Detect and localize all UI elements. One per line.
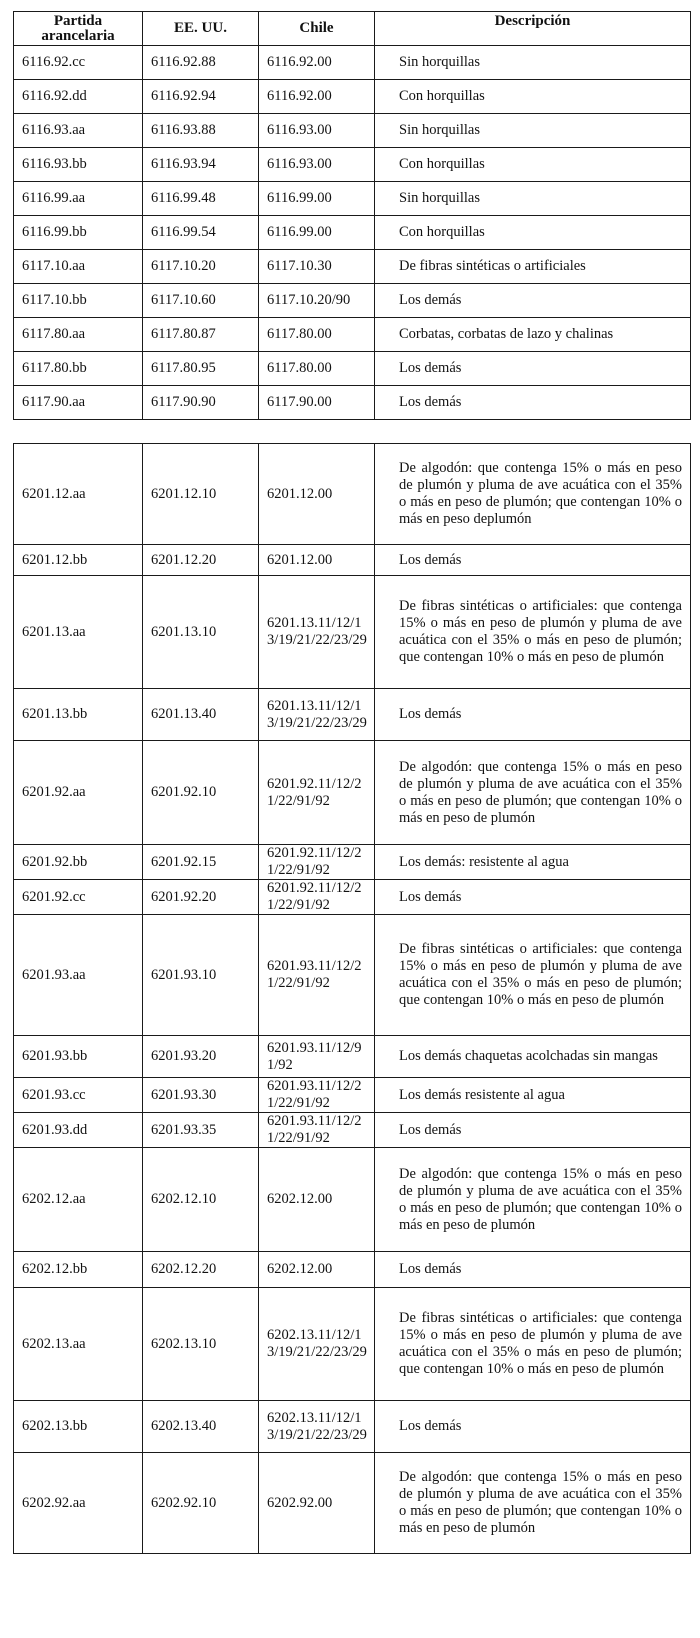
table-row [14,182,691,216]
cell-eeuu: 6201.93.10 [143,915,259,1036]
cell-eeuu: 6201.93.20 [143,1036,259,1078]
table-row [14,1148,691,1252]
cell-descripcion: Los demás [375,689,691,741]
cell-descripcion: Sin horquillas [375,114,691,148]
header-row [14,12,691,46]
table-row [14,741,691,845]
cell-eeuu: 6201.93.30 [143,1078,259,1113]
cell-chile: 6201.13.11/12/13/19/21/22/23/29 [259,576,375,689]
cell-partida: 6116.92.dd [14,80,143,114]
cell-chile: 6117.80.00 [259,352,375,386]
cell-descripcion: Con horquillas [375,148,691,182]
cell-chile: 6201.93.11/12/21/22/91/92 [259,915,375,1036]
cell-eeuu: 6201.92.15 [143,845,259,880]
cell-eeuu: 6201.92.10 [143,741,259,845]
cell-eeuu: 6202.13.40 [143,1401,259,1453]
cell-chile: 6116.99.00 [259,182,375,216]
cell-partida: 6117.80.bb [14,352,143,386]
cell-partida: 6202.12.aa [14,1148,143,1252]
cell-descripcion: Sin horquillas [375,46,691,80]
table-row [14,880,691,915]
table-row [14,576,691,689]
cell-partida: 6202.13.bb [14,1401,143,1453]
table-row [14,1453,691,1554]
cell-eeuu: 6201.92.20 [143,880,259,915]
cell-chile: 6117.10.20/90 [259,284,375,318]
table-row [14,689,691,741]
tariff-table-2 [13,443,691,1554]
cell-eeuu: 6201.93.35 [143,1113,259,1148]
cell-partida: 6116.92.cc [14,46,143,80]
table-row [14,114,691,148]
cell-eeuu: 6202.12.20 [143,1252,259,1288]
cell-descripcion: De fibras sintéticas o artificiales: que contenga 15% o más en peso de plumón y pluma de ave acuática con el 35% o más en peso de plumón; que contengan 10% o más en peso de plumón [375,1288,691,1401]
cell-eeuu: 6117.10.60 [143,284,259,318]
cell-descripcion: Los demás [375,545,691,576]
table-row [14,1252,691,1288]
header-chile: Chile [259,12,375,46]
cell-partida: 6116.93.aa [14,114,143,148]
cell-partida: 6201.13.bb [14,689,143,741]
cell-eeuu: 6116.92.94 [143,80,259,114]
cell-partida: 6201.12.aa [14,444,143,545]
cell-partida: 6116.99.aa [14,182,143,216]
cell-partida: 6117.80.aa [14,318,143,352]
cell-partida: 6201.12.bb [14,545,143,576]
cell-eeuu: 6201.12.10 [143,444,259,545]
cell-descripcion: De algodón: que contenga 15% o más en peso de plumón y pluma de ave acuática con el 35% o más en peso de plumón; que contengan 10% o más en peso de plumón [375,1453,691,1554]
cell-chile: 6201.12.00 [259,444,375,545]
cell-partida: 6202.13.aa [14,1288,143,1401]
header-eeuu: EE. UU. [143,12,259,46]
cell-descripcion: Los demás chaquetas acolchadas sin mangas [375,1036,691,1078]
cell-descripcion: De algodón: que contenga 15% o más en peso de plumón y pluma de ave acuática con el 35% o más en peso de plumón; que contengan 10% o más en peso de plumón [375,1148,691,1252]
cell-descripcion: Sin horquillas [375,182,691,216]
cell-chile: 6116.93.00 [259,148,375,182]
table-row [14,318,691,352]
cell-partida: 6201.93.aa [14,915,143,1036]
cell-descripcion: De algodón: que contenga 15% o más en peso de plumón y pluma de ave acuática con el 35% o más en peso de plumón; que contengan 10% o más en peso deplumón [375,444,691,545]
cell-descripcion: Corbatas, corbatas de lazo y chalinas [375,318,691,352]
cell-chile: 6116.92.00 [259,46,375,80]
cell-partida: 6201.92.cc [14,880,143,915]
cell-partida: 6201.93.bb [14,1036,143,1078]
cell-partida: 6201.13.aa [14,576,143,689]
cell-partida: 6117.90.aa [14,386,143,420]
cell-chile: 6116.99.00 [259,216,375,250]
cell-partida: 6117.10.bb [14,284,143,318]
cell-descripcion: Los demás [375,1401,691,1453]
table-row [14,845,691,880]
cell-partida: 6116.99.bb [14,216,143,250]
cell-eeuu: 6116.99.48 [143,182,259,216]
cell-chile: 6202.13.11/12/13/19/21/22/23/29 [259,1401,375,1453]
cell-partida: 6117.10.aa [14,250,143,284]
cell-eeuu: 6201.12.20 [143,545,259,576]
cell-descripcion: Los demás: resistente al agua [375,845,691,880]
table-row [14,915,691,1036]
table-row [14,386,691,420]
table-row [14,148,691,182]
cell-descripcion: De algodón: que contenga 15% o más en peso de plumón y pluma de ave acuática con el 35% o más en peso de plumón; que contengan 10% o más en peso de plumón [375,741,691,845]
cell-chile: 6201.93.11/12/21/22/91/92 [259,1078,375,1113]
cell-descripcion: Los demás [375,386,691,420]
cell-chile: 6201.92.11/12/21/22/91/92 [259,741,375,845]
tariff-table-1 [13,11,691,420]
table-row [14,1401,691,1453]
header-descripcion: Descripción [375,12,691,46]
cell-partida: 6201.92.aa [14,741,143,845]
table-row [14,1113,691,1148]
cell-chile: 6202.12.00 [259,1148,375,1252]
cell-chile: 6201.92.11/12/21/22/91/92 [259,845,375,880]
cell-eeuu: 6117.10.20 [143,250,259,284]
cell-descripcion: De fibras sintéticas o artificiales [375,250,691,284]
cell-chile: 6201.92.11/12/21/22/91/92 [259,880,375,915]
cell-eeuu: 6117.80.95 [143,352,259,386]
table-row [14,545,691,576]
cell-descripcion: Los demás [375,352,691,386]
cell-eeuu: 6201.13.40 [143,689,259,741]
cell-partida: 6201.93.cc [14,1078,143,1113]
cell-chile: 6201.93.11/12/91/92 [259,1036,375,1078]
cell-partida: 6202.92.aa [14,1453,143,1554]
cell-chile: 6202.12.00 [259,1252,375,1288]
table-row [14,216,691,250]
cell-chile: 6201.13.11/12/13/19/21/22/23/29 [259,689,375,741]
cell-eeuu: 6202.12.10 [143,1148,259,1252]
cell-chile: 6202.92.00 [259,1453,375,1554]
cell-descripcion: De fibras sintéticas o artificiales: que contenga 15% o más en peso de plumón y pluma de ave acuática con el 35% o más en peso de plumón; que contengan 10% o más en peso de plumón [375,915,691,1036]
cell-chile: 6116.93.00 [259,114,375,148]
cell-chile: 6117.90.00 [259,386,375,420]
cell-descripcion: Con horquillas [375,216,691,250]
table-row [14,46,691,80]
cell-eeuu: 6116.92.88 [143,46,259,80]
cell-chile: 6201.93.11/12/21/22/91/92 [259,1113,375,1148]
cell-partida: 6201.92.bb [14,845,143,880]
table-row [14,352,691,386]
table-row [14,284,691,318]
cell-chile: 6202.13.11/12/13/19/21/22/23/29 [259,1288,375,1401]
table-row [14,80,691,114]
cell-partida: 6116.93.bb [14,148,143,182]
cell-descripcion: Los demás resistente al agua [375,1078,691,1113]
cell-eeuu: 6116.93.88 [143,114,259,148]
cell-eeuu: 6202.92.10 [143,1453,259,1554]
cell-descripcion: Los demás [375,1252,691,1288]
cell-chile: 6117.10.30 [259,250,375,284]
table-row [14,444,691,545]
header-partida: Partida arancelaria [14,12,143,46]
cell-eeuu: 6202.13.10 [143,1288,259,1401]
table-row [14,1036,691,1078]
cell-descripcion: Los demás [375,284,691,318]
cell-eeuu: 6117.80.87 [143,318,259,352]
cell-chile: 6116.92.00 [259,80,375,114]
cell-descripcion: Los demás [375,880,691,915]
cell-chile: 6117.80.00 [259,318,375,352]
cell-eeuu: 6116.99.54 [143,216,259,250]
cell-partida: 6202.12.bb [14,1252,143,1288]
cell-eeuu: 6116.93.94 [143,148,259,182]
cell-descripcion: Con horquillas [375,80,691,114]
cell-partida: 6201.93.dd [14,1113,143,1148]
cell-eeuu: 6201.13.10 [143,576,259,689]
cell-descripcion: De fibras sintéticas o artificiales: que contenga 15% o más en peso de plumón y pluma de ave acuática con el 35% o más en peso de plumón; que contengan 10% o más en peso de plumón [375,576,691,689]
cell-descripcion: Los demás [375,1113,691,1148]
table-row [14,250,691,284]
cell-chile: 6201.12.00 [259,545,375,576]
cell-eeuu: 6117.90.90 [143,386,259,420]
table-row [14,1288,691,1401]
table-row [14,1078,691,1113]
